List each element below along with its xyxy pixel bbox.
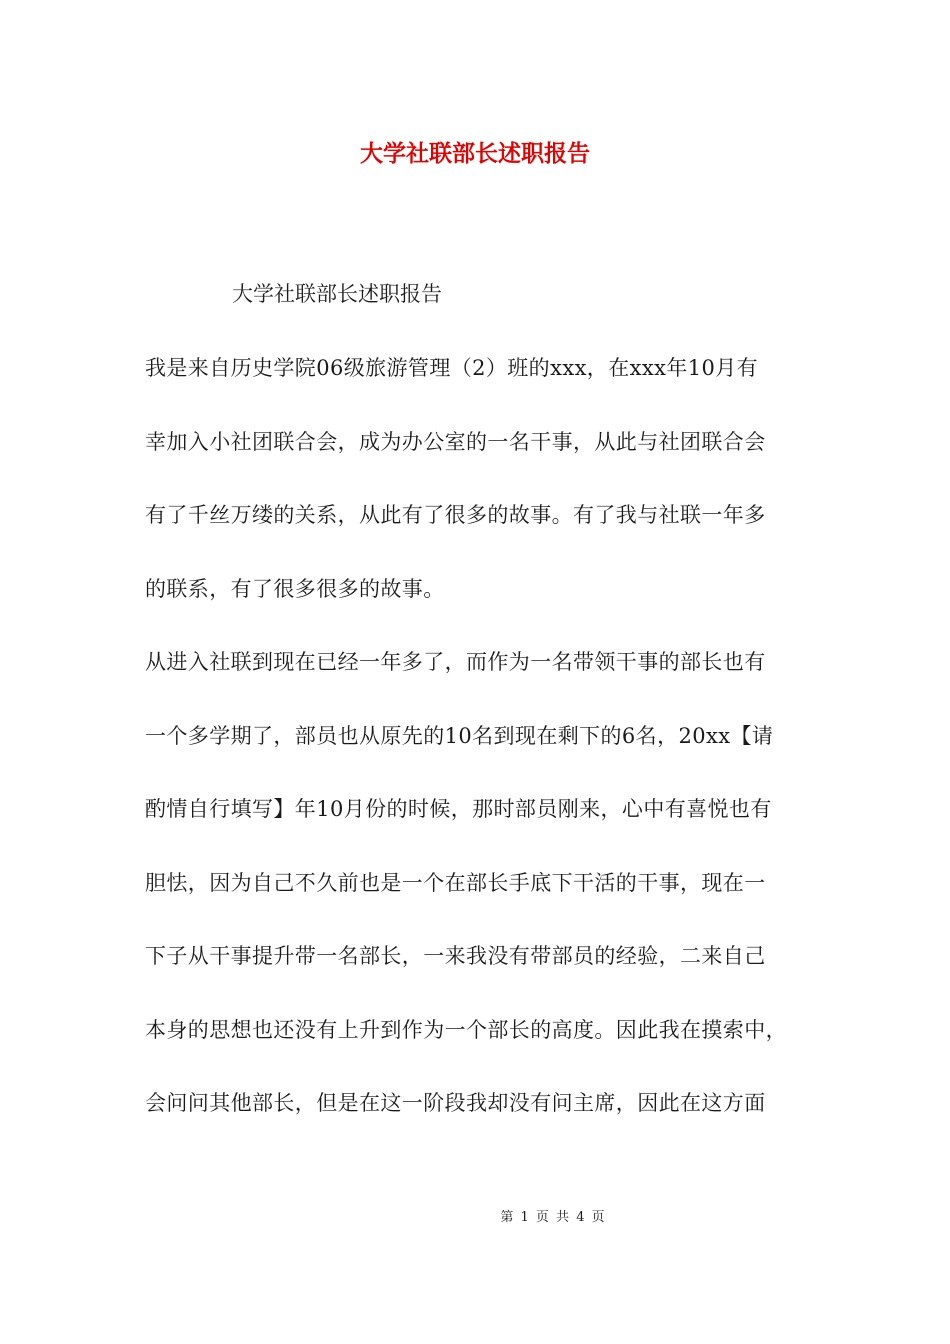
- body-line: 酌情自行填写】年10月份的时候，那时部员刚来，心中有喜悦也有: [145, 797, 772, 821]
- body-line: 幸加入小社团联合会，成为办公室的一名干事，从此与社团联合会: [145, 430, 766, 454]
- body-line: 从进入社联到现在已经一年多了，而作为一名带领干事的部长也有: [145, 650, 766, 674]
- body-line: 下子从干事提升带一名部长，一来我没有带部员的经验，二来自己: [145, 944, 766, 968]
- body-line: 我是来自历史学院06级旅游管理（2）班的xxx，在xxx年10月有: [145, 356, 759, 380]
- body-line: 本身的思想也还没有上升到作为一个部长的高度。因此我在摸索中，: [145, 1018, 787, 1042]
- body-line: 会问问其他部长，但是在这一阶段我却没有问主席，因此在这方面: [145, 1091, 766, 1115]
- body-line: 有了千丝万缕的关系，从此有了很多的故事。有了我与社联一年多: [145, 503, 766, 527]
- page-number-footer: 第 1 页 共 4 页: [500, 1210, 605, 1225]
- document-subtitle: 大学社联部长述职报告: [232, 282, 442, 306]
- body-line: 一个多学期了，部员也从原先的10名到现在剩下的6名，20xx【请: [145, 724, 774, 748]
- document-title: 大学社联部长述职报告: [360, 140, 590, 167]
- body-line: 的联系，有了很多很多的故事。: [145, 577, 445, 601]
- body-line: 胆怯，因为自己不久前也是一个在部长手底下干活的干事，现在一: [145, 871, 766, 895]
